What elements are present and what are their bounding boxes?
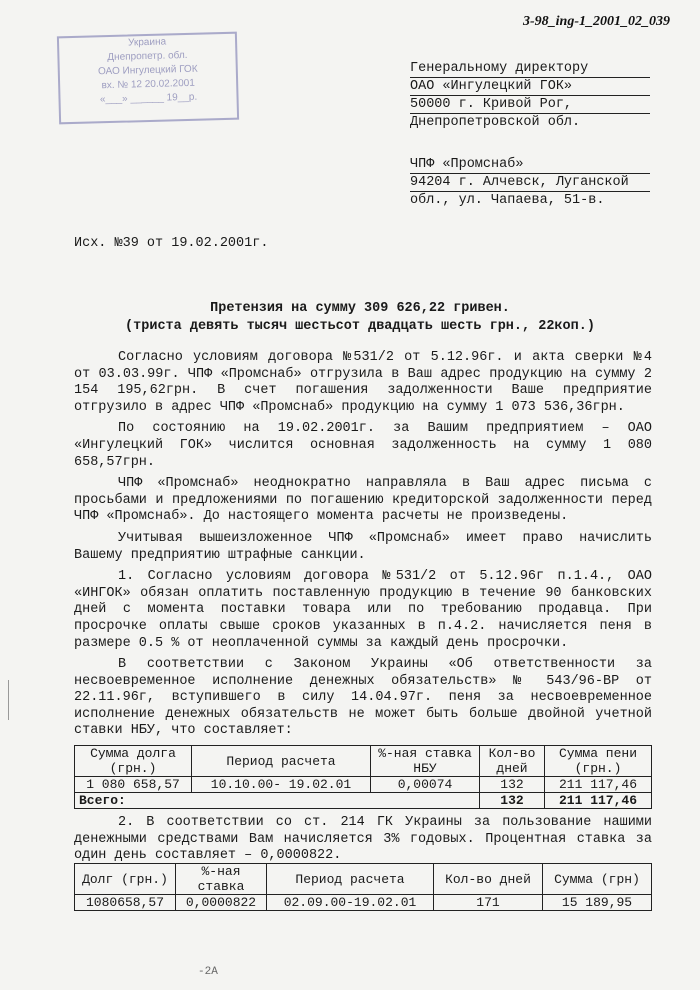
recipient-line: обл., ул. Чапаева, 51-в. (410, 193, 605, 208)
table-header: Сумма (грн) (543, 864, 652, 895)
table-cell: 171 (434, 895, 543, 911)
table-header: Период расчета (267, 864, 434, 895)
stamp-line: ОАО Ингулецкий ГОК (97, 63, 198, 78)
recipient-line: 50000 г. Кривой Рог, (410, 96, 650, 114)
table-total-sum: 211 117,46 (545, 793, 652, 809)
table-cell: 1080658,57 (75, 895, 176, 911)
claim-body-continued (74, 815, 652, 870)
table-header: Кол-во дней (480, 746, 545, 777)
paragraph: ЧПФ «Промснаб» неоднократно направляла в Ваш адрес письма с просьбами и предложениями по погашению кредиторской задолженности перед ЧПФ «Промснаб». До настоящего момента расчеты не произведены. (74, 476, 652, 525)
table-cell: 15 189,95 (543, 895, 652, 911)
document-reference: 3-98_ing-1_2001_02_039 (523, 14, 670, 29)
claim-title-subline: (триста девять тысяч шестьсот двадцать шесть грн., 22коп.) (125, 319, 595, 334)
interest-table (74, 863, 652, 911)
claim-title (60, 300, 660, 336)
table-total-days: 132 (480, 793, 545, 809)
outgoing-number: Исх. №39 от 19.02.2001г. (74, 236, 269, 251)
table-cell: 0,0000822 (176, 895, 267, 911)
paragraph: 2. В соответствии со ст. 214 ГК Украины за пользование нашими денежными средствами Вам начисляется 3% годовых. Процентная ставка за один день составляет – 0,0000822. (74, 815, 652, 864)
recipient-block-director (410, 60, 650, 131)
paragraph: В соответствии с Законом Украины «Об ответственности за несвоевременное исполнение денежных обязательств» № 543/96-ВР от 22.11.96г, вступившего в силу 14.04.97г. пеня за несвоевременное исполнение денежных обязательств не может быть больше двойной учетной ставки НБУ, что составляет: (74, 657, 652, 739)
stamp-line: Украина (127, 36, 167, 49)
table-header: %-ная ставка НБУ (371, 746, 480, 777)
paragraph: Учитывая вышеизложенное ЧПФ «Промснаб» имеет право начислить Вашему предприятию штрафные санкции. (74, 530, 652, 563)
stamp-line: Днепропетр. обл. (107, 49, 188, 64)
table-cell: 0,00074 (371, 777, 480, 793)
penalty-table (74, 745, 652, 809)
table-header: Кол-во дней (434, 864, 543, 895)
table-cell: 10.10.00- 19.02.01 (192, 777, 371, 793)
table-header: Период расчета (192, 746, 371, 777)
recipient-block-sender (410, 156, 650, 209)
table-header: %-ная ставка (176, 864, 267, 895)
margin-mark (8, 680, 9, 720)
table-header: Сумма пени (грн.) (545, 746, 652, 777)
recipient-line: 94204 г. Алчевск, Луганской (410, 174, 650, 192)
table-header: Сумма долга (грн.) (75, 746, 192, 777)
table-cell: 02.09.00-19.02.01 (267, 895, 434, 911)
stamp-line: «___» ______ 19__р. (99, 91, 198, 106)
signature-mark: -2А (198, 966, 218, 978)
recipient-line: ОАО «Ингулецкий ГОК» (410, 78, 650, 96)
claim-body (74, 350, 652, 745)
recipient-line: Генеральному директору (410, 60, 650, 78)
table-total-label: Всего: (75, 793, 480, 809)
table-cell: 1 080 658,57 (75, 777, 192, 793)
table-cell: 211 117,46 (545, 777, 652, 793)
claim-title-line: Претензия на сумму 309 626,22 гривен. (210, 301, 510, 316)
stamp-line: вх. № 12 20.02.2001 (101, 77, 195, 92)
paragraph: 1. Согласно условиям договора №531/2 от 5.12.96г п.1.4., ОАО «ИНГОК» обязан оплатить поставленную продукцию в течение 90 банковских дней с момента поставки товара или по требованию продавца. При просрочке оплаты свыше сроков указанных в п.4.2. начисляется пеня в размере 0.5 % от неоплаченной суммы за каждый день просрочки. (74, 569, 652, 651)
table-header: Долг (грн.) (75, 864, 176, 895)
table-cell: 132 (480, 777, 545, 793)
paragraph: По состоянию на 19.02.2001г. за Вашим предприятием – ОАО «Ингулецкий ГОК» числится основная задолженность на сумму 1 080 658,57грн. (74, 421, 652, 470)
incoming-stamp (57, 32, 239, 125)
paragraph: Согласно условиям договора №531/2 от 5.12.96г. и акта сверки №4 от 03.03.99г. ЧПФ «Промснаб» отгрузила в Ваш адрес продукцию на сумму 2 154 195,62грн. В счет погашения задолженности Ваше предприятие отгрузило в адрес ЧПФ «Промснаб» продукцию на сумму 1 073 536,36грн. (74, 350, 652, 415)
recipient-line: ЧПФ «Промснаб» (410, 156, 650, 174)
recipient-line: Днепропетровской обл. (410, 115, 581, 130)
